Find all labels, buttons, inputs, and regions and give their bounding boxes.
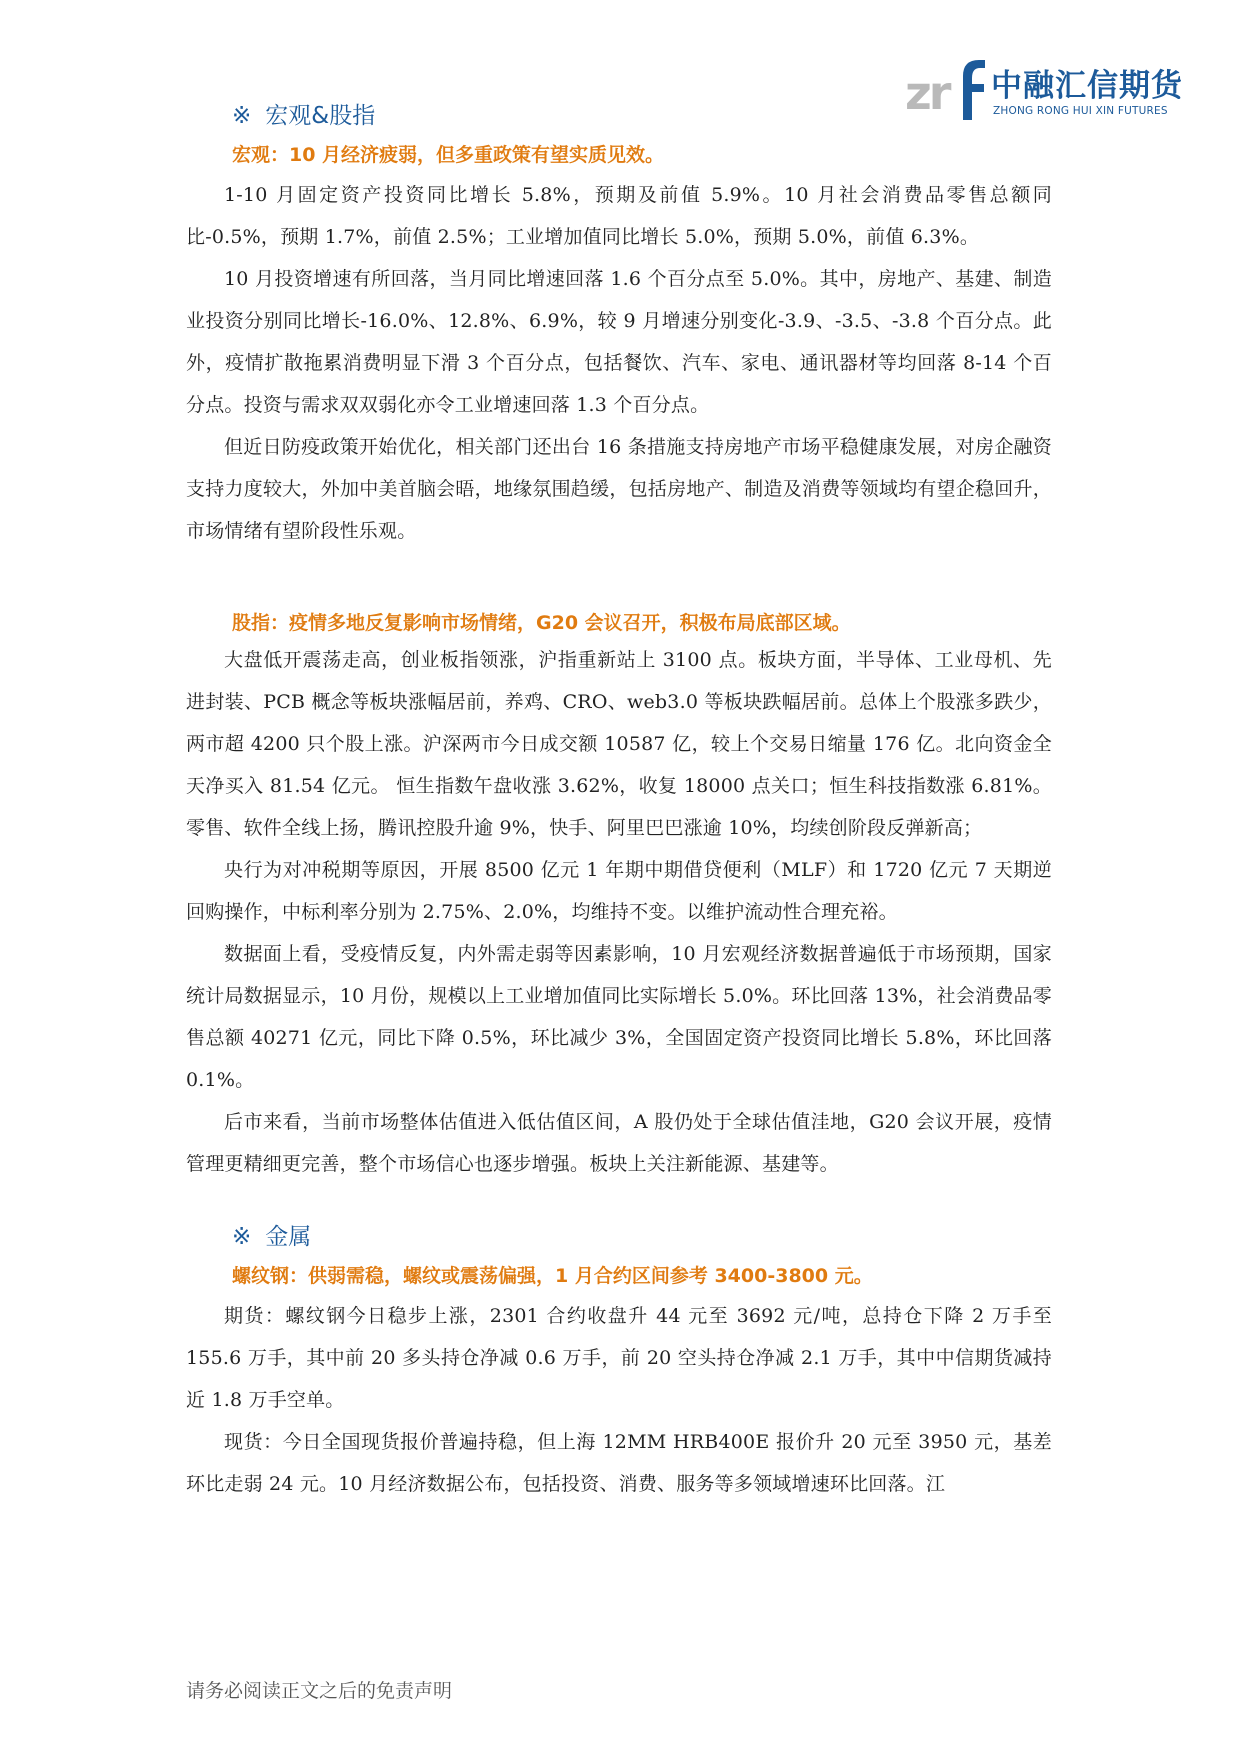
section-title-text: 宏观&股指 — [265, 103, 376, 129]
disclaimer-footer: 请务必阅读正文之后的免责声明 — [186, 1680, 453, 1702]
svg-text:zr: zr — [905, 66, 949, 120]
section-title-metals — [186, 1219, 1052, 1255]
reference-mark-icon: ※ — [232, 1224, 252, 1250]
paragraph: 数据面上看，受疫情反复，内外需走弱等因素影响，10 月宏观经济数据普遍低于市场预期，国家统计局数据显示，10 月份，规模以上工业增加值同比实际增长 5.0%。环比回落 13%，社会消费品零售总额 40271 亿元，同比下降 0.5%，环比减少 3%，全国固定资产投资同比增长 5.8%，环比回落 0.1%。 — [186, 943, 1052, 1091]
report-body — [186, 98, 1052, 1505]
reference-mark-icon: ※ — [232, 103, 252, 129]
paragraph: 央行为对冲税期等原因，开展 8500 亿元 1 年期中期借贷便利（MLF）和 1720 亿元 7 天期逆回购操作，中标利率分别为 2.75%、2.0%，均维持不变。以维护流动性合理充裕。 — [186, 859, 1052, 923]
paragraph: 现货：今日全国现货报价普遍持稳，但上海 12MM HRB400E 报价升 20 元至 3950 元，基差环比走弱 24 元。10 月经济数据公布，包括投资、消费、服务等多领域增速环比回落。江 — [186, 1431, 1052, 1495]
sub-heading-stock-index: 股指：疫情多地反复影响市场情绪，G20 会议召开，积极布局底部区域。 — [232, 612, 851, 634]
logo-english-name: ZHONG RONG HUI XIN FUTURES — [993, 105, 1168, 117]
section-title-macro-index — [186, 98, 1052, 134]
sub-heading-rebar: 螺纹钢：供弱需稳，螺纹或震荡偏强，1 月合约区间参考 3400-3800 元。 — [232, 1265, 873, 1287]
section-title-text: 金属 — [265, 1224, 312, 1250]
paragraph: 10 月投资增速有所回落，当月同比增速回落 1.6 个百分点至 5.0%。其中，房地产、基建、制造业投资分别同比增长-16.0%、12.8%、6.9%，较 9 月增速分别变化-3.9、-3.5、-3.8 个百分点。此外，疫情扩散拖累消费明显下滑 3 个百分点，包括餐饮、汽车、家电、通讯器材等均回落 8-14 个百分点。投资与需求双双弱化亦令工业增速回落 1.3 个百分点。 — [186, 268, 1052, 416]
paragraph: 大盘低开震荡走高，创业板指领涨，沪指重新站上 3100 点。板块方面，半导体、工业母机、先进封装、PCB 概念等板块涨幅居前，养鸡、CRO、web3.0 等板块跌幅居前。总体上个股涨多跌少，两市超 4200 只个股上涨。沪深两市今日成交额 10587 亿，较上个交易日缩量 176 亿。北向资金全天净买入 81.54 亿元。 恒生指数午盘收涨 3.62%，收复 18000 点关口；恒生科技指数涨 6.81%。零售、软件全线上扬，腾讯控股升逾 9%，快手、阿里巴巴涨逾 10%，均续创阶段反弹新高； — [186, 649, 1052, 839]
paragraph: 1-10 月固定资产投资同比增长 5.8%，预期及前值 5.9%。10 月社会消费品零售总额同比-0.5%，预期 1.7%，前值 2.5%；工业增加值同比增长 5.0%，预期 5.0%，前值 6.3%。 — [186, 184, 1052, 248]
paragraph: 但近日防疫政策开始优化，相关部门还出台 16 条措施支持房地产市场平稳健康发展，对房企融资支持力度较大，外加中美首脑会晤，地缘氛围趋缓，包括房地产、制造及消费等领域均有望企稳回升，市场情绪有望阶段性乐观。 — [186, 436, 1052, 542]
paragraph: 后市来看，当前市场整体估值进入低估值区间，A 股仍处于全球估值洼地，G20 会议开展，疫情管理更精细更完善，整个市场信心也逐步增强。板块上关注新能源、基建等。 — [186, 1111, 1052, 1175]
paragraph: 期货：螺纹钢今日稳步上涨，2301 合约收盘升 44 元至 3692 元/吨，总持仓下降 2 万手至 155.6 万手，其中前 20 多头持仓净减 0.6 万手，前 20 空头持仓净减 2.1 万手，其中中信期货减持近 1.8 万手空单。 — [186, 1305, 1052, 1411]
logo-chinese-name: 中融汇信期货 — [991, 68, 1183, 104]
sub-heading-macro: 宏观：10 月经济疲弱，但多重政策有望实质见效。 — [232, 144, 665, 166]
